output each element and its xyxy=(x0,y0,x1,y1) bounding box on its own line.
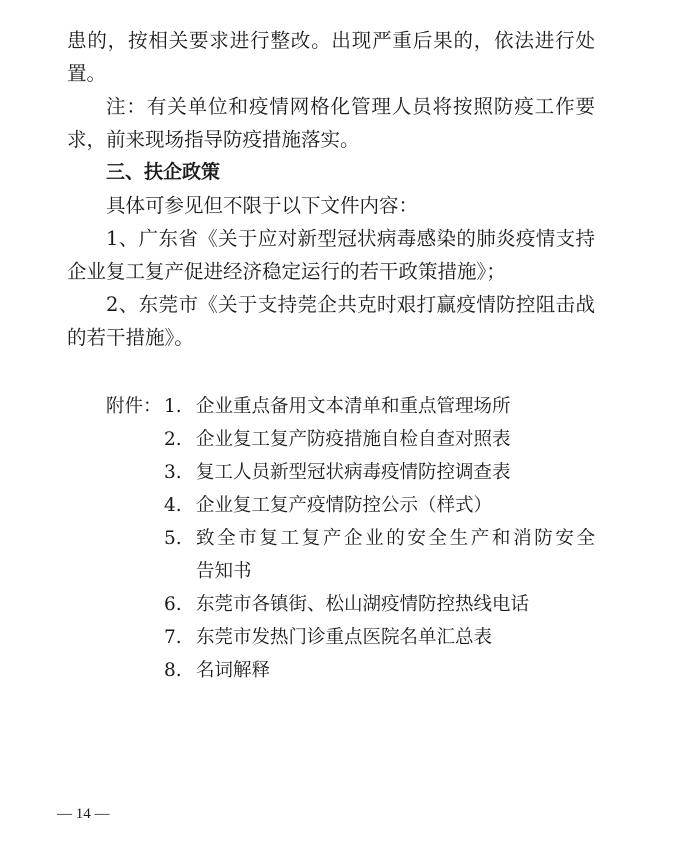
attachment-title: 致全市复工复产企业的安全生产和消防安全 xyxy=(196,528,595,549)
attachment-number: 4. xyxy=(164,495,182,516)
body-line-2: 置。 xyxy=(67,62,107,85)
policy-2-line-2: 的若干措施》。 xyxy=(67,326,194,349)
note-line-1: 注：有关单位和疫情网格化管理人员将按照防疫工作要 xyxy=(106,95,595,118)
policy-2-line-1: 2、东莞市《关于支持莞企共克时艰打赢疫情防控阻击战 xyxy=(106,293,595,316)
attachment-number: 8. xyxy=(164,660,182,681)
policy-1-line-2: 企业复工复产促进经济稳定运行的若干政策措施》； xyxy=(67,260,506,283)
attachment-number: 6. xyxy=(164,594,182,615)
attachment-number: 7. xyxy=(164,627,182,648)
attachment-title-continued: 告知书 xyxy=(196,561,252,582)
attachment-number: 1. xyxy=(164,396,182,417)
note-line-2: 求，前来现场指导防疫措施落实。 xyxy=(67,128,360,151)
attachment-number: 3. xyxy=(164,462,182,483)
attachment-title: 企业复工复产防疫措施自检自查对照表 xyxy=(196,429,511,450)
attachment-title: 复工人员新型冠状病毒疫情防控调查表 xyxy=(196,462,511,483)
attachment-title: 名词解释 xyxy=(196,660,271,681)
attachment-title: 东莞市各镇街、松山湖疫情防控热线电话 xyxy=(196,594,530,615)
attachment-title: 企业复工复产疫情防控公示（样式） xyxy=(196,495,493,516)
attachments-label: 附件： xyxy=(106,396,162,417)
intro-line: 具体可参见但不限于以下文件内容： xyxy=(106,194,419,217)
section-heading: 三、扶企政策 xyxy=(106,161,221,183)
attachment-title: 企业重点备用文本清单和重点管理场所 xyxy=(196,396,511,417)
attachment-number: 2. xyxy=(164,429,182,450)
attachment-title: 东莞市发热门诊重点医院名单汇总表 xyxy=(196,627,493,648)
body-line-1: 患的，按相关要求进行整改。出现严重后果的，依法进行处 xyxy=(67,29,595,52)
attachment-number: 5. xyxy=(164,528,182,549)
policy-1-line-1: 1、广东省《关于应对新型冠状病毒感染的肺炎疫情支持 xyxy=(106,227,595,250)
page-number: — 14 — xyxy=(57,806,110,822)
